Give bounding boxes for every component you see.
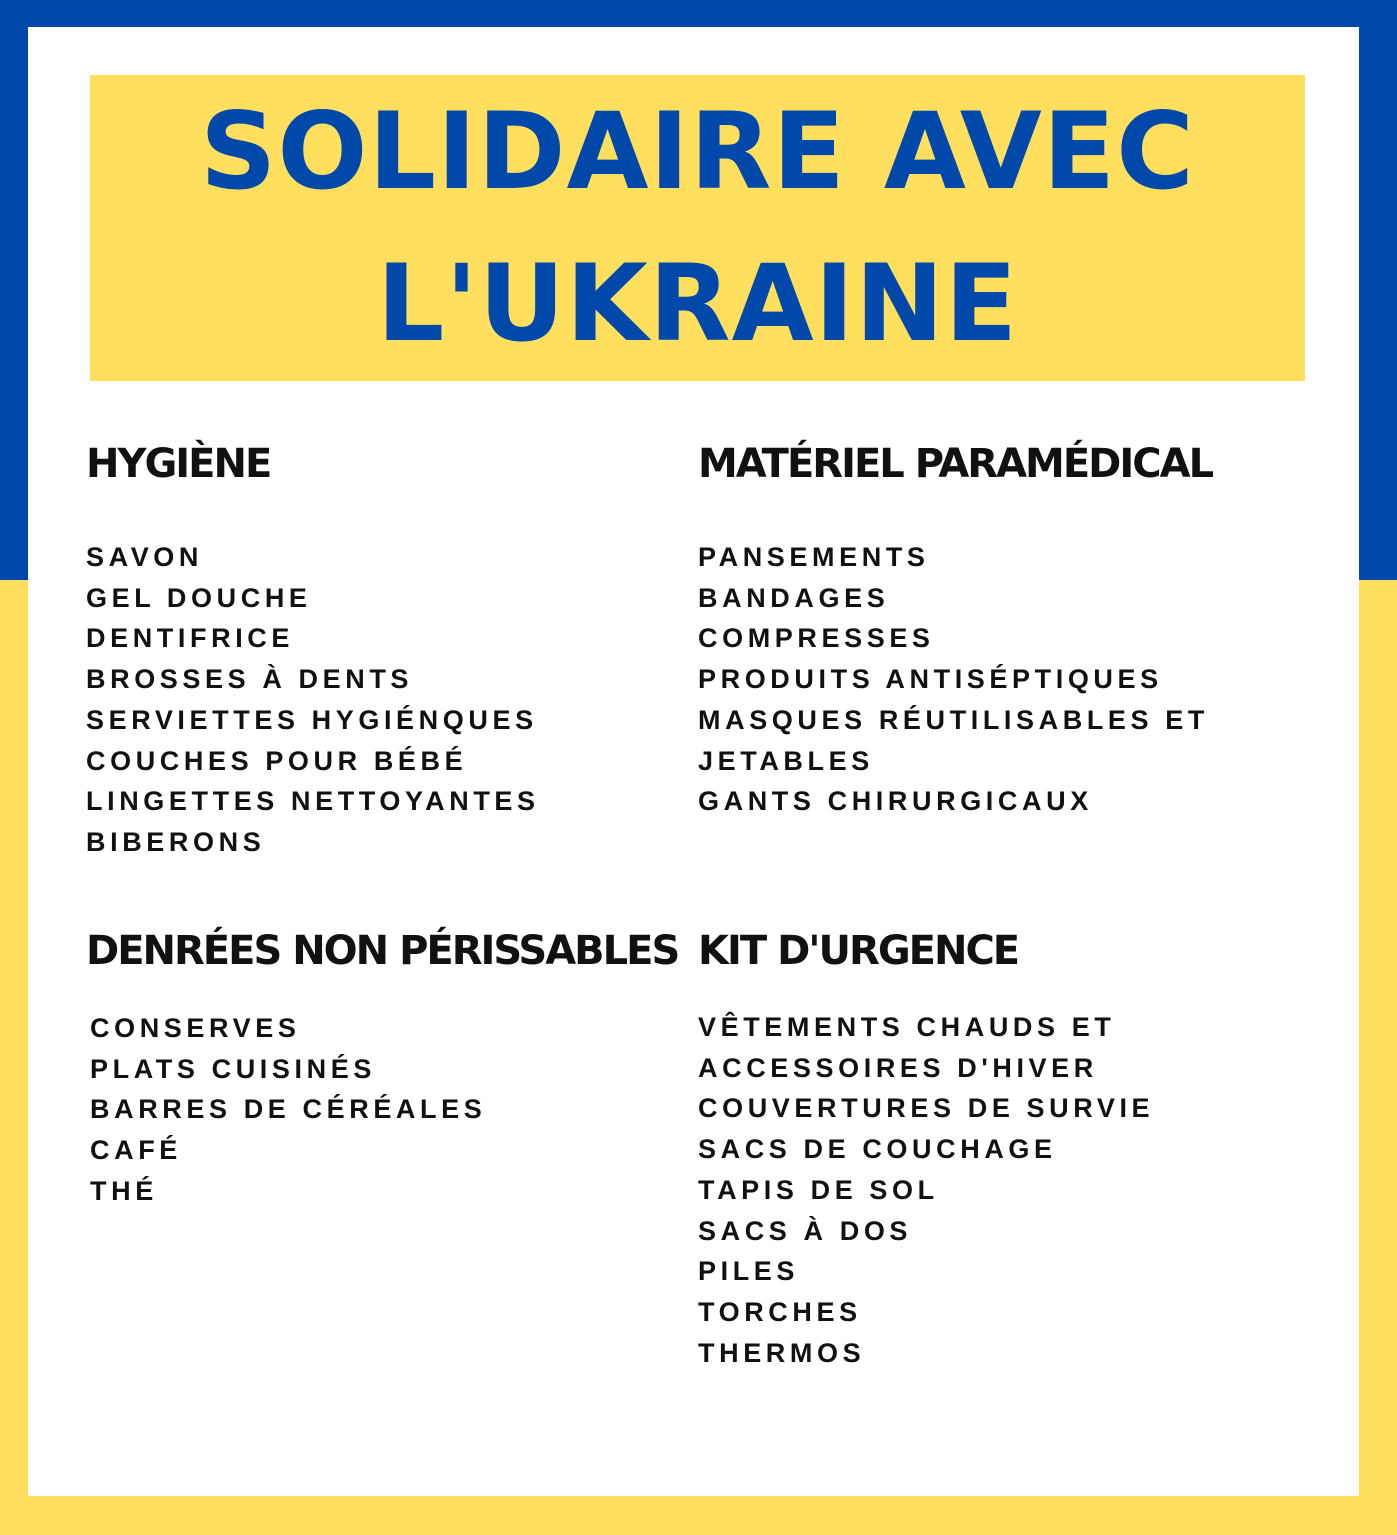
title-line-1: SOLIDAIRE AVEC [200,90,1195,213]
title-banner [90,75,1305,381]
list-item: BANDAGES [698,582,890,613]
item-list-paramedical [698,537,1209,822]
list-item: CAFÉ [90,1135,182,1166]
list-item: SACS DE COUCHAGE [698,1134,1057,1165]
list-item: TAPIS DE SOL [698,1174,939,1205]
list-item: SAVON [86,542,204,572]
list-item: DENTIFRICE [86,623,294,654]
list-item: PLATS CUISINÉS [90,1053,376,1084]
list-item: BARRES DE CÉRÉALES [90,1094,487,1125]
list-item: COUCHES POUR BÉBÉ [86,745,468,776]
list-item: BIBERONS [86,826,266,857]
item-list-hygiene [86,537,540,863]
list-item: MASQUES RÉUTILISABLES ET [698,704,1209,735]
item-list-denrees [90,1008,486,1212]
list-item: CONSERVES [90,1013,301,1043]
list-item: JETABLES [698,745,874,776]
item-list-urgence [698,1007,1154,1373]
section-heading-denrees: DENRÉES NON PÉRISSABLES [86,928,679,974]
list-item: SERVIETTES HYGIÉNQUES [86,704,538,735]
list-item: GANTS CHIRURGICAUX [698,786,1093,817]
section-heading-paramedical: MATÉRIEL PARAMÉDICAL [698,441,1213,487]
title-line-2: L'UKRAINE [376,242,1019,365]
section-heading-hygiene: HYGIÈNE [86,441,271,487]
section-heading-urgence: KIT D'URGENCE [698,928,1019,974]
list-item: ACCESSOIRES D'HIVER [698,1052,1098,1083]
list-item: LINGETTES NETTOYANTES [86,786,540,817]
page-title [200,76,1195,380]
list-item: PILES [698,1256,800,1287]
list-item: THÉ [90,1175,158,1206]
list-item: PRODUITS ANTISÉPTIQUES [698,664,1163,695]
list-item: GEL DOUCHE [86,582,312,613]
list-item: TORCHES [698,1296,862,1327]
list-item: COMPRESSES [698,623,935,654]
list-item: COUVERTURES DE SURVIE [698,1093,1155,1124]
list-item: VÊTEMENTS CHAUDS ET [698,1012,1116,1042]
list-item: SACS À DOS [698,1215,913,1246]
list-item: BROSSES À DENTS [86,664,414,695]
list-item: PANSEMENTS [698,542,930,572]
list-item: THERMOS [698,1337,866,1368]
